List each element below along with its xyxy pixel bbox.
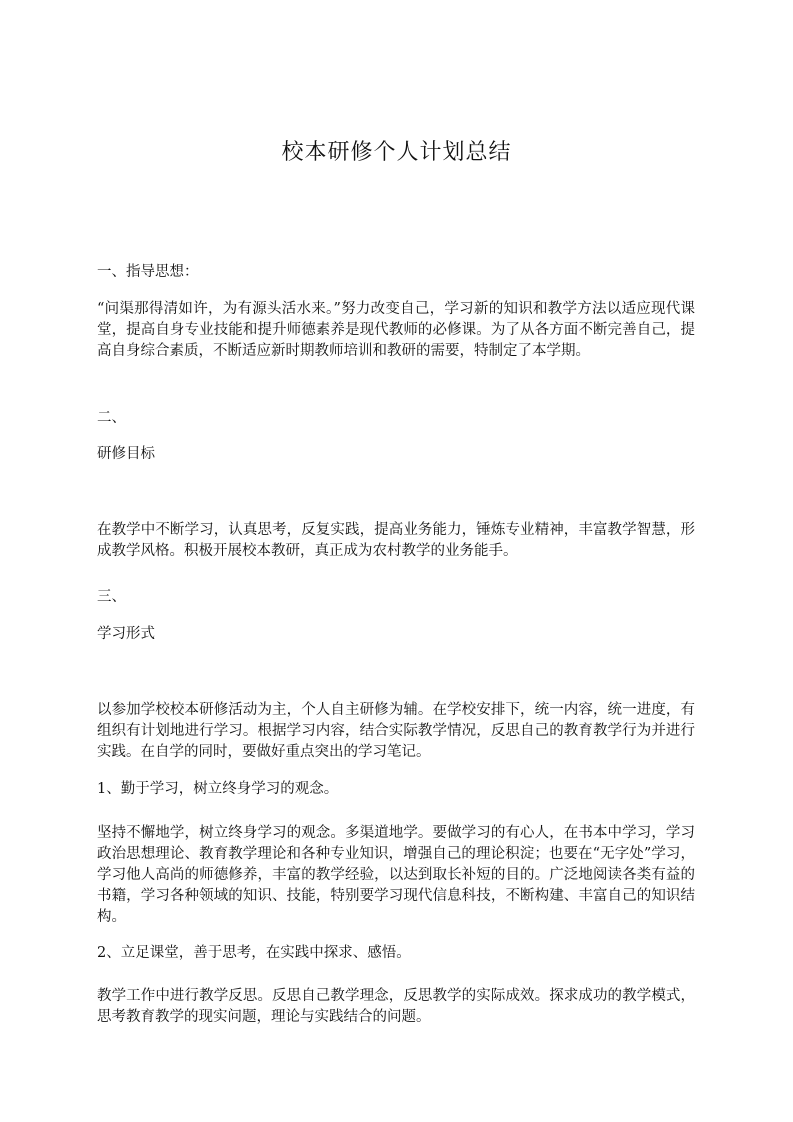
- item1-body: 坚持不懈地学，树立终身学习的观念。多渠道地学。要做学习的有心人，在书本中学习，学习政治思想理论、教育教学理论和各种专业知识，增强自己的理论积淀；也要在“无字处”学习，学习他人高尚的师德修养，丰富的教学经验，以达到取长补短的目的。广泛地阅读各类有益的书籍，学习各种领域的知识、技能，特别要学习现代信息科技，不断构建、丰富自己的知识结构。: [97, 825, 695, 925]
- item2-heading: 2、立足课堂，善于思考，在实践中探求、感悟。: [97, 945, 411, 961]
- section1-heading: 一、指导思想：: [97, 264, 199, 280]
- document-title: 校本研修个人计划总结: [281, 140, 512, 165]
- section2-heading: 研修目标: [97, 446, 155, 462]
- section1-body: “问渠那得清如许，为有源头活水来。”努力改变自己，学习新的知识和教学方法以适应现代课堂，提高自身专业技能和提升师德素养是现代教师的必修课。为了从各方面不断完善自己，提高自身综合素质，不断适应新时期教师培训和教研的需要，特制定了本学期。: [97, 301, 695, 359]
- section2-body: 在教学中不断学习，认真思考，反复实践，提高业务能力，锤炼专业精神，丰富教学智慧，形成教学风格。积极开展校本教研，真正成为农村教学的业务能手。: [97, 522, 695, 559]
- section3-heading: 学习形式: [97, 626, 155, 642]
- item1-heading: 1、勤于学习，树立终身学习的观念。: [97, 781, 339, 797]
- section3-number: 三、: [97, 589, 126, 605]
- section3-body: 以参加学校校本研修活动为主，个人自主研修为辅。在学校安排下，统一内容，统一进度，有组织有计划地进行学习。根据学习内容，结合实际教学情况，反思自己的教育教学行为并进行实践。在自学的同时，要做好重点突出的学习笔记。: [97, 702, 695, 760]
- item2-body: 教学工作中进行教学反思。反思自己教学理念，反思教学的实际成效。探求成功的教学模式，思考教育教学的现实问题，理论与实践结合的问题。: [97, 988, 695, 1025]
- section2-number: 二、: [97, 410, 126, 426]
